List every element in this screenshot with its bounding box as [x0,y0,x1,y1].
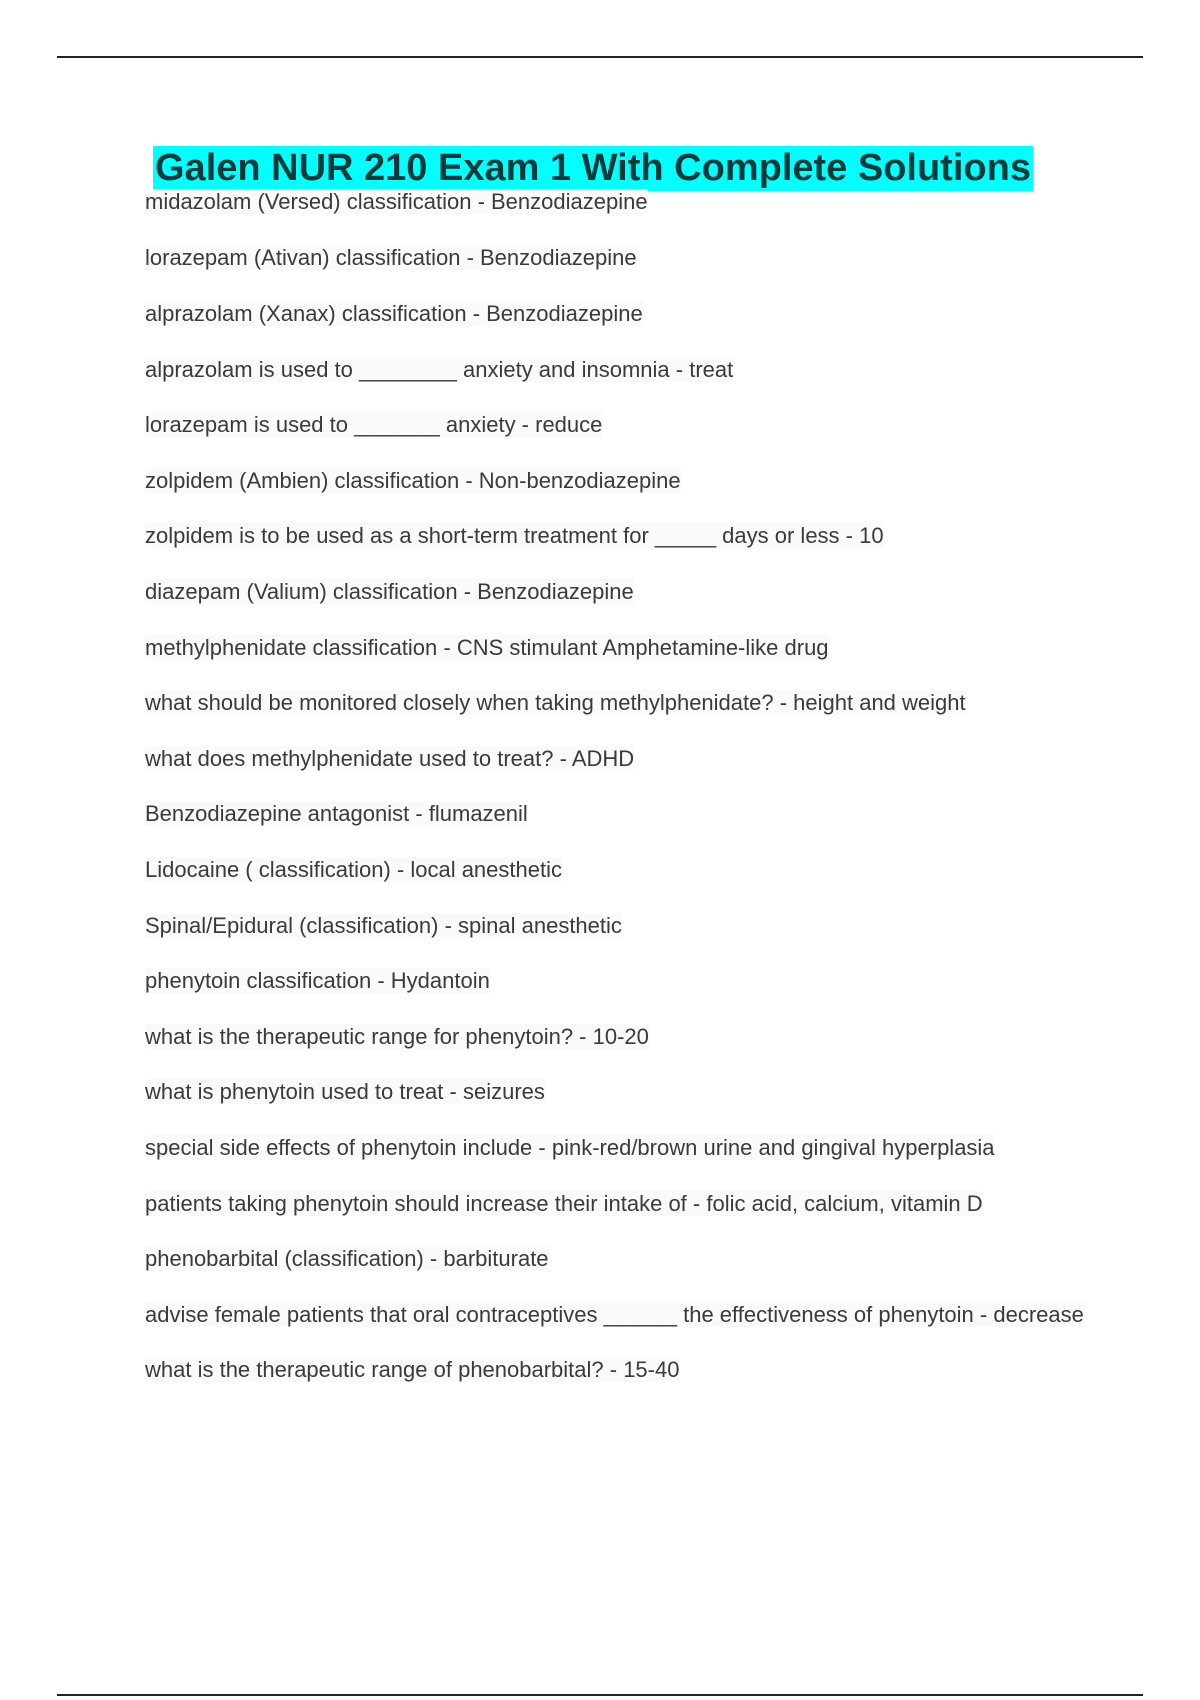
list-item [145,856,1100,884]
top-divider [57,56,1143,58]
list-item-text: advise female patients that oral contraceptives ______ the effectiveness of phenytoin - decrease [145,1302,1084,1327]
list-item-text: Spinal/Epidural (classification) - spinal anesthetic [145,913,622,938]
list-item [145,1023,1100,1051]
list-item-text: phenytoin classification - Hydantoin [145,968,490,993]
list-item-text: patients taking phenytoin should increase their intake of - folic acid, calcium, vitamin D [145,1191,983,1216]
list-item [145,689,1100,717]
list-item [145,244,1100,272]
list-item [145,188,1100,216]
list-item [145,967,1100,995]
list-item-text: special side effects of phenytoin include - pink-red/brown urine and gingival hyperplasia [145,1135,995,1160]
list-item [145,1245,1100,1273]
list-item [145,411,1100,439]
list-item [145,356,1100,384]
bottom-divider [57,1694,1143,1696]
list-item [145,745,1100,773]
list-item [145,300,1100,328]
list-item [145,912,1100,940]
list-item-text: zolpidem (Ambien) classification - Non-benzodiazepine [145,468,681,493]
list-item [145,522,1100,550]
list-item-text: what is the therapeutic range for phenytoin? - 10-20 [145,1024,649,1049]
list-item-text: what does methylphenidate used to treat? - ADHD [145,746,635,771]
list-item-text: alprazolam (Xanax) classification - Benzodiazepine [145,301,643,326]
page-title: Galen NUR 210 Exam 1 With Complete Solutions [155,147,1031,189]
list-item-text: phenobarbital (classification) - barbiturate [145,1246,549,1271]
list-item [145,1078,1100,1106]
list-item [145,1134,1100,1162]
list-item-text: lorazepam (Ativan) classification - Benzodiazepine [145,245,637,270]
list-item-text: what is the therapeutic range of phenobarbital? - 15-40 [145,1357,680,1382]
list-item-text: what should be monitored closely when taking methylphenidate? - height and weight [145,690,966,715]
list-item-text: zolpidem is to be used as a short-term treatment for _____ days or less - 10 [145,523,884,548]
list-item [145,1190,1100,1218]
list-item-text: lorazepam is used to _______ anxiety - reduce [145,412,603,437]
list-item-text: alprazolam is used to ________ anxiety and insomnia - treat [145,357,734,382]
list-item [145,800,1100,828]
list-item [145,467,1100,495]
list-item [145,1301,1100,1329]
list-item-text: diazepam (Valium) classification - Benzodiazepine [145,579,634,604]
list-item [145,578,1100,606]
qa-list [145,188,1100,1384]
list-item-text: methylphenidate classification - CNS stimulant Amphetamine-like drug [145,635,829,660]
list-item-text: what is phenytoin used to treat - seizures [145,1079,545,1104]
list-item-text: Lidocaine ( classification) - local anesthetic [145,857,562,882]
list-item [145,1356,1100,1384]
list-item-text: midazolam (Versed) classification - Benzodiazepine [145,189,648,214]
list-item-text: Benzodiazepine antagonist - flumazenil [145,801,528,826]
list-item [145,634,1100,662]
